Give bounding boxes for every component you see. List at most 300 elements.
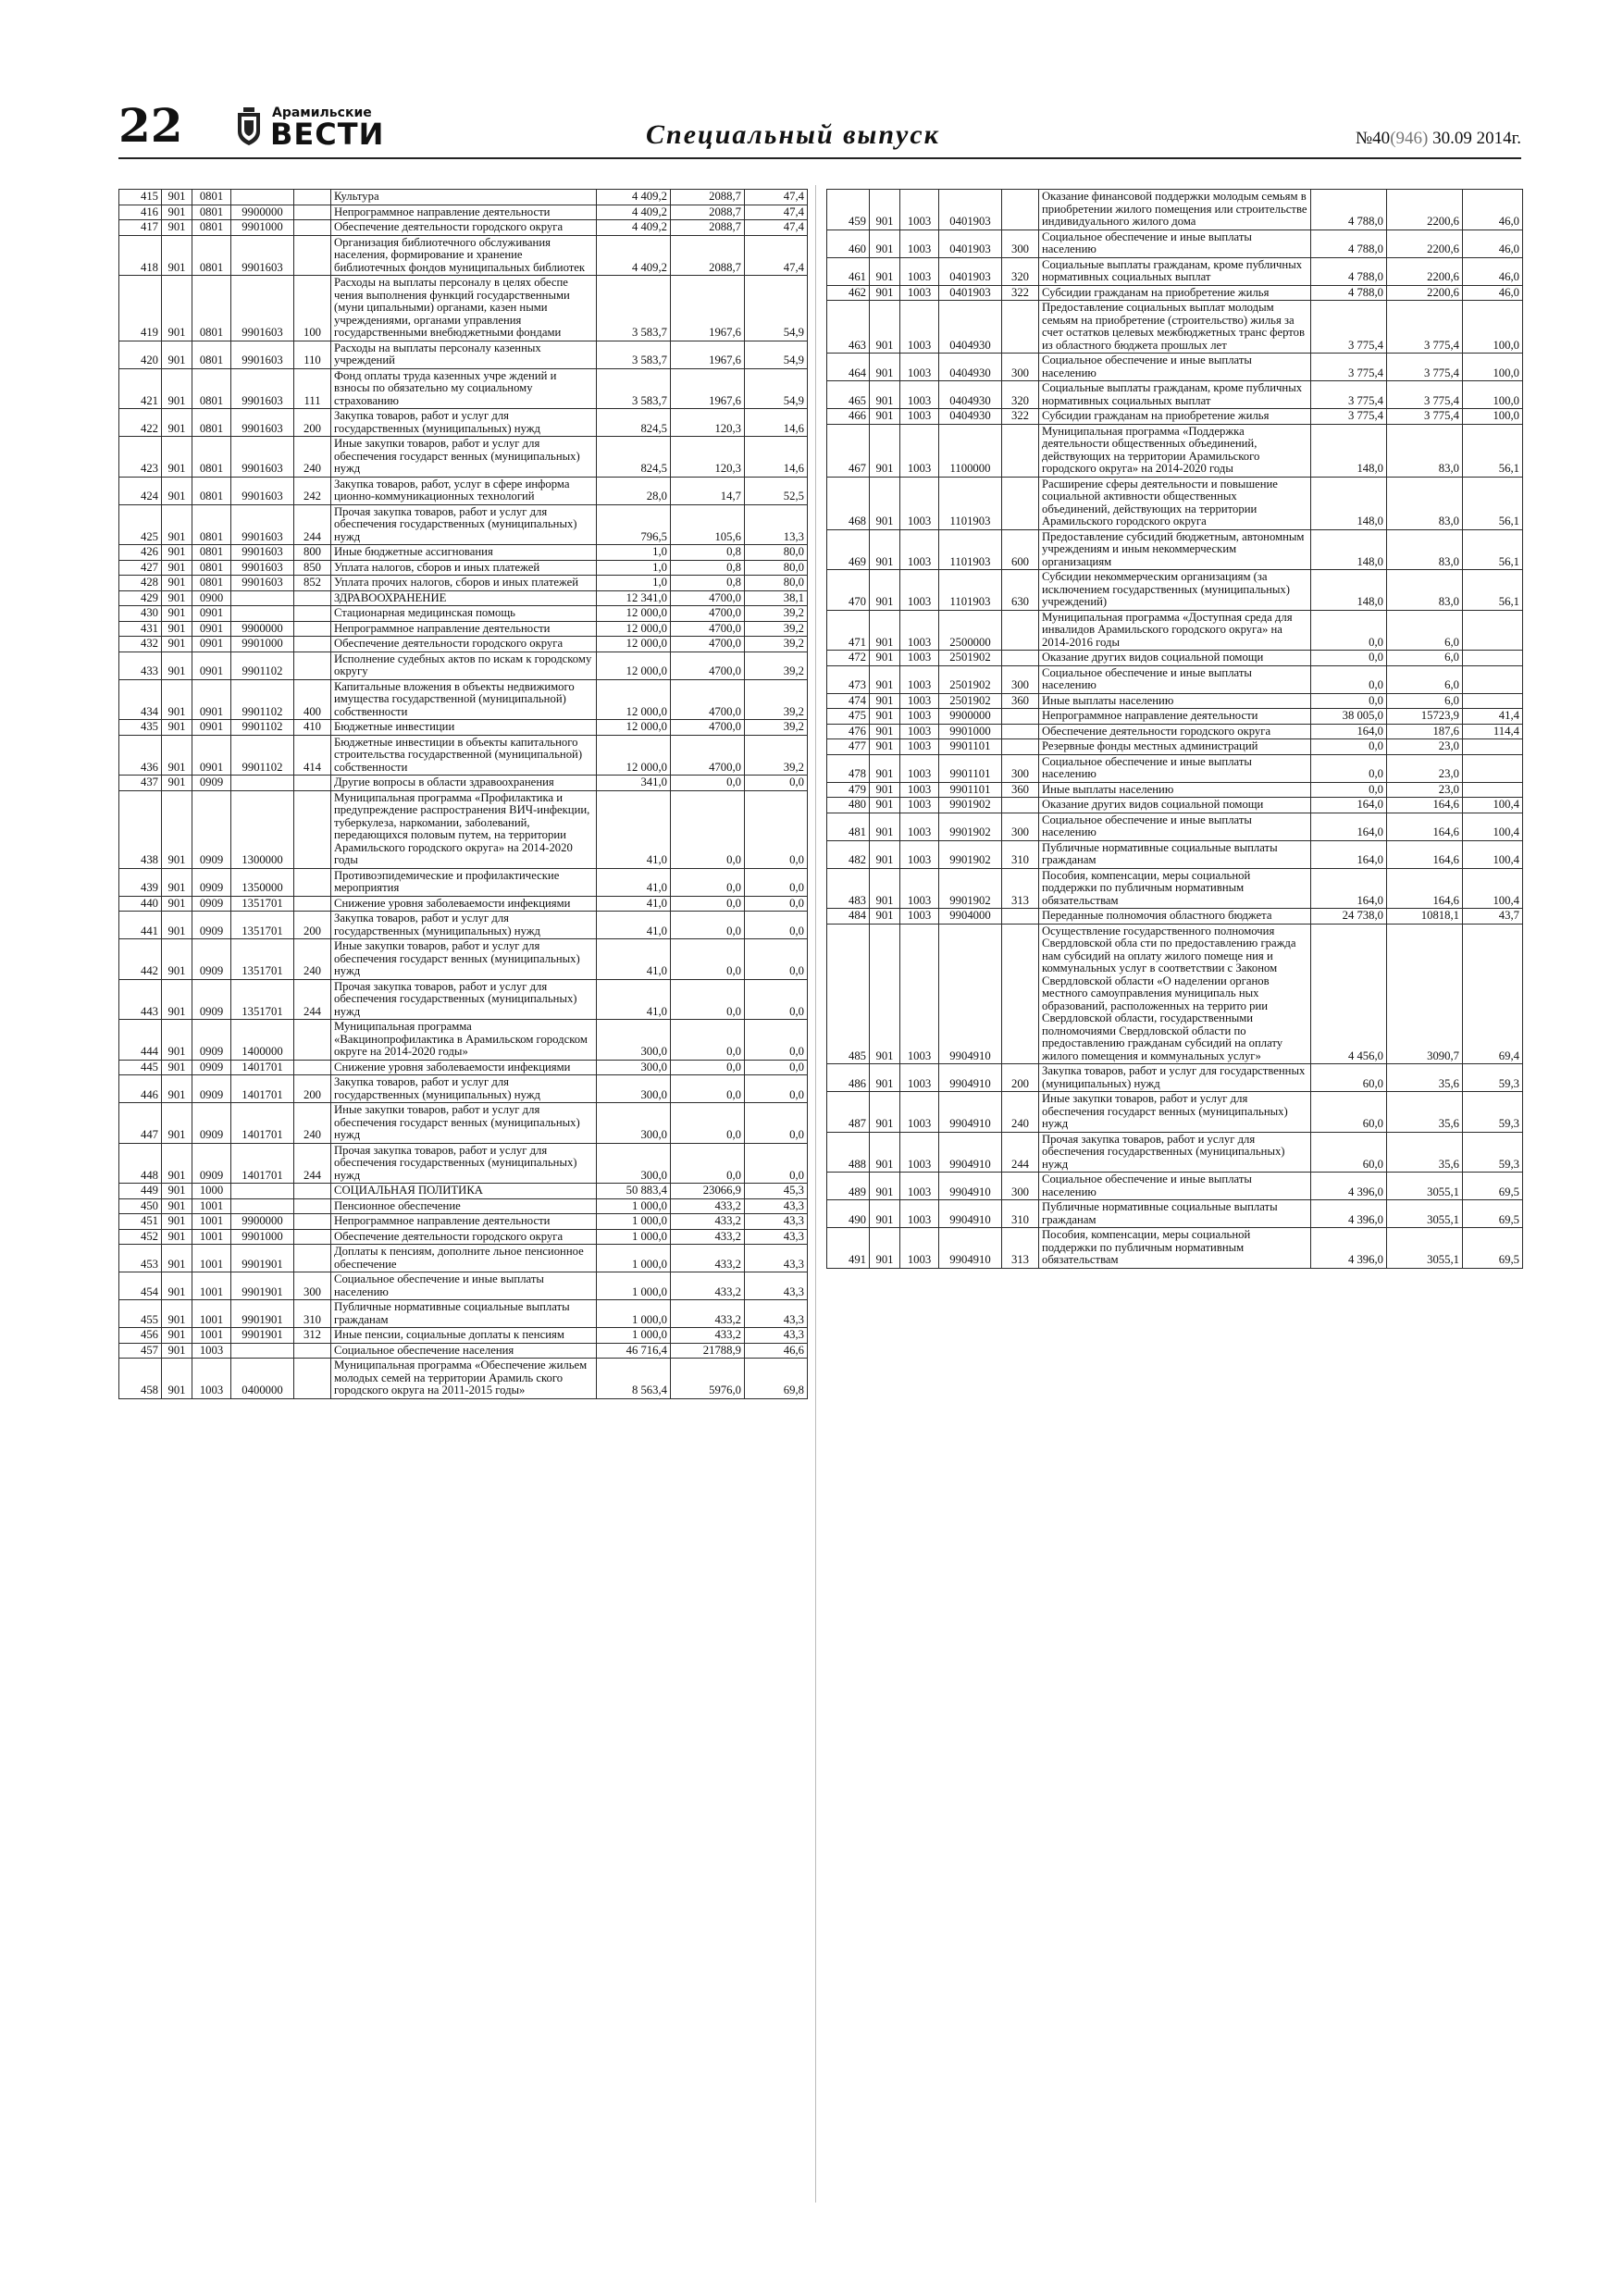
row-number-cell: 443	[119, 979, 162, 1020]
execution-percent-cell: 100,0	[1463, 301, 1523, 354]
table-row	[827, 665, 1523, 693]
table-row	[827, 651, 1523, 666]
row-number-cell: 488	[827, 1132, 870, 1173]
table-row	[119, 368, 808, 409]
row-number-cell: 441	[119, 912, 162, 939]
execution-percent-cell: 56,1	[1463, 424, 1523, 477]
execution-percent-cell: 46,0	[1463, 230, 1523, 257]
admin-code-cell: 901	[162, 1198, 192, 1214]
executed-amount-cell: 35,6	[1387, 1092, 1463, 1133]
section-code-cell: 0909	[192, 1020, 231, 1061]
admin-code-cell: 901	[162, 1060, 192, 1075]
target-article-code-cell: 9901902	[939, 840, 1002, 868]
admin-code-cell: 901	[162, 545, 192, 561]
target-article-code-cell: 1101903	[939, 570, 1002, 611]
expense-type-code-cell: 300	[294, 1272, 331, 1300]
row-number-cell: 453	[119, 1245, 162, 1272]
item-name-cell: Муниципальная программа «Поддержка деятельности общественных объединений, действующих на территории Арамильского городского округа» на 2014-2020 годы	[1039, 424, 1311, 477]
section-code-cell: 1003	[900, 477, 939, 529]
item-name-cell: Организация библиотечного обслуживания населения, формирование и хранение библиотечных фондов муниципальных библиотек	[331, 235, 597, 276]
admin-code-cell: 901	[870, 651, 900, 666]
section-code-cell: 0801	[192, 368, 231, 409]
table-row	[119, 637, 808, 652]
target-article-code-cell: 1350000	[231, 868, 294, 896]
row-number-cell: 427	[119, 560, 162, 576]
executed-amount-cell: 83,0	[1387, 477, 1463, 529]
row-number-cell: 415	[119, 190, 162, 205]
admin-code-cell: 901	[162, 637, 192, 652]
section-code-cell: 1003	[900, 1200, 939, 1228]
expense-type-code-cell: 200	[294, 409, 331, 437]
table-row	[119, 477, 808, 504]
target-article-code-cell: 0401903	[939, 190, 1002, 230]
row-number-cell: 435	[119, 720, 162, 736]
planned-amount-cell: 300,0	[597, 1020, 671, 1061]
target-article-code-cell: 0404930	[939, 409, 1002, 425]
target-article-code-cell: 0401903	[939, 257, 1002, 285]
table-row	[119, 868, 808, 896]
admin-code-cell: 901	[162, 220, 192, 236]
row-number-cell: 478	[827, 754, 870, 782]
section-code-cell: 1003	[900, 693, 939, 709]
admin-code-cell: 901	[162, 477, 192, 504]
table-row	[827, 301, 1523, 354]
row-number-cell: 436	[119, 735, 162, 776]
target-article-code-cell: 2500000	[939, 610, 1002, 651]
section-code-cell: 0901	[192, 679, 231, 720]
admin-code-cell: 901	[162, 896, 192, 912]
row-number-cell: 446	[119, 1075, 162, 1103]
admin-code-cell: 901	[162, 1103, 192, 1144]
row-number-cell: 490	[827, 1200, 870, 1228]
execution-percent-cell: 0,0	[745, 868, 808, 896]
row-number-cell: 445	[119, 1060, 162, 1075]
planned-amount-cell: 41,0	[597, 939, 671, 980]
item-name-cell: Публичные нормативные социальные выплаты гражданам	[331, 1300, 597, 1328]
execution-percent-cell: 100,0	[1463, 381, 1523, 409]
item-name-cell: Иные закупки товаров, работ и услуг для обеспечения государст венных (муниципальных) нужд	[331, 939, 597, 980]
admin-code-cell: 901	[162, 205, 192, 220]
executed-amount-cell: 3 775,4	[1387, 409, 1463, 425]
row-number-cell: 434	[119, 679, 162, 720]
column-separator	[815, 185, 816, 2203]
admin-code-cell: 901	[870, 409, 900, 425]
item-name-cell: Закупка товаров, работ, услуг в сфере информа ционно-коммуникационных технологий	[331, 477, 597, 504]
expense-type-code-cell	[294, 868, 331, 896]
admin-code-cell: 901	[870, 257, 900, 285]
section-code-cell: 0801	[192, 205, 231, 220]
row-number-cell: 470	[827, 570, 870, 611]
item-name-cell: Иные закупки товаров, работ и услуг для обеспечения государст венных (муниципальных) нужд	[331, 1103, 597, 1144]
item-name-cell: Пенсионное обеспечение	[331, 1198, 597, 1214]
executed-amount-cell: 6,0	[1387, 665, 1463, 693]
planned-amount-cell: 1 000,0	[597, 1214, 671, 1230]
target-article-code-cell: 9900000	[231, 205, 294, 220]
admin-code-cell: 901	[870, 798, 900, 813]
planned-amount-cell: 4 788,0	[1311, 257, 1387, 285]
target-article-code-cell: 9901901	[231, 1245, 294, 1272]
target-article-code-cell: 9901000	[231, 637, 294, 652]
executed-amount-cell: 0,0	[671, 1075, 745, 1103]
executed-amount-cell: 164,6	[1387, 798, 1463, 813]
table-row	[119, 1060, 808, 1075]
item-name-cell: Муниципальная программа «Обеспечение жильем молодых семей на территории Арамиль ского городского округа на 2011-2015 годы»	[331, 1359, 597, 1399]
row-number-cell: 425	[119, 504, 162, 545]
admin-code-cell: 901	[870, 924, 900, 1064]
item-name-cell: Иные выплаты населению	[1039, 782, 1311, 798]
admin-code-cell: 901	[162, 341, 192, 368]
admin-code-cell: 901	[870, 529, 900, 570]
expense-type-code-cell	[294, 637, 331, 652]
admin-code-cell: 901	[162, 1300, 192, 1328]
row-number-cell: 474	[827, 693, 870, 709]
execution-percent-cell: 47,4	[745, 220, 808, 236]
execution-percent-cell: 100,0	[1463, 354, 1523, 381]
table-row	[827, 1092, 1523, 1133]
issue-prefix: №40	[1356, 129, 1391, 148]
target-article-code-cell: 9901102	[231, 652, 294, 679]
section-code-cell: 1003	[900, 798, 939, 813]
expense-type-code-cell: 200	[294, 912, 331, 939]
expense-type-code-cell: 110	[294, 341, 331, 368]
executed-amount-cell: 4700,0	[671, 606, 745, 622]
admin-code-cell: 901	[870, 1228, 900, 1269]
planned-amount-cell: 3 583,7	[597, 341, 671, 368]
execution-percent-cell: 69,5	[1463, 1200, 1523, 1228]
target-article-code-cell: 9901000	[231, 220, 294, 236]
admin-code-cell: 901	[162, 735, 192, 776]
section-code-cell: 1001	[192, 1229, 231, 1245]
section-code-cell: 0801	[192, 437, 231, 478]
executed-amount-cell: 120,3	[671, 409, 745, 437]
admin-code-cell: 901	[870, 381, 900, 409]
row-number-cell: 476	[827, 724, 870, 739]
section-code-cell: 0801	[192, 545, 231, 561]
section-code-cell: 1001	[192, 1245, 231, 1272]
admin-code-cell: 901	[870, 1200, 900, 1228]
item-name-cell: Бюджетные инвестиции в объекты капитального строительства государственной (муниципальной) собственности	[331, 735, 597, 776]
execution-percent-cell: 43,3	[745, 1214, 808, 1230]
admin-code-cell: 901	[870, 354, 900, 381]
executed-amount-cell: 35,6	[1387, 1064, 1463, 1092]
target-article-code-cell: 1351701	[231, 939, 294, 980]
executed-amount-cell: 0,8	[671, 560, 745, 576]
row-number-cell: 461	[827, 257, 870, 285]
admin-code-cell: 901	[870, 813, 900, 840]
expense-type-code-cell: 360	[1002, 782, 1039, 798]
admin-code-cell: 901	[870, 782, 900, 798]
target-article-code-cell: 9901603	[231, 504, 294, 545]
executed-amount-cell: 23,0	[1387, 782, 1463, 798]
section-code-cell: 1003	[192, 1359, 231, 1399]
table-row	[119, 545, 808, 561]
executed-amount-cell: 2200,6	[1387, 285, 1463, 301]
item-name-cell: Снижение уровня заболеваемости инфекциями	[331, 1060, 597, 1075]
planned-amount-cell: 12 000,0	[597, 720, 671, 736]
table-row	[119, 1143, 808, 1184]
section-code-cell: 0901	[192, 735, 231, 776]
planned-amount-cell: 0,0	[1311, 651, 1387, 666]
table-row	[119, 190, 808, 205]
row-number-cell: 450	[119, 1198, 162, 1214]
executed-amount-cell: 2200,6	[1387, 230, 1463, 257]
table-row	[119, 776, 808, 791]
target-article-code-cell: 1351701	[231, 979, 294, 1020]
row-number-cell: 487	[827, 1092, 870, 1133]
section-code-cell: 0801	[192, 190, 231, 205]
table-row	[827, 909, 1523, 925]
planned-amount-cell: 50 883,4	[597, 1184, 671, 1199]
admin-code-cell: 901	[162, 1184, 192, 1199]
section-code-cell: 0801	[192, 560, 231, 576]
admin-code-cell: 901	[162, 235, 192, 276]
admin-code-cell: 901	[870, 739, 900, 755]
table-row	[119, 590, 808, 606]
logo-subtitle: Арамильские	[272, 105, 372, 120]
planned-amount-cell: 12 000,0	[597, 621, 671, 637]
target-article-code-cell: 9904910	[939, 1200, 1002, 1228]
table-row	[119, 720, 808, 736]
target-article-code-cell: 9900000	[939, 709, 1002, 725]
item-name-cell: Непрограммное направление деятельности	[331, 621, 597, 637]
row-number-cell: 440	[119, 896, 162, 912]
row-number-cell: 484	[827, 909, 870, 925]
planned-amount-cell: 4 788,0	[1311, 285, 1387, 301]
table-row	[827, 924, 1523, 1064]
expense-type-code-cell	[294, 1060, 331, 1075]
target-article-code-cell: 9901901	[231, 1328, 294, 1344]
item-name-cell: Муниципальная программа «Доступная среда для инвалидов Арамильского городского округа» на 2014-2016 годы	[1039, 610, 1311, 651]
admin-code-cell: 901	[162, 1020, 192, 1061]
admin-code-cell: 901	[162, 437, 192, 478]
execution-percent-cell: 14,6	[745, 409, 808, 437]
planned-amount-cell: 41,0	[597, 979, 671, 1020]
executed-amount-cell: 0,0	[671, 912, 745, 939]
target-article-code-cell: 1401701	[231, 1060, 294, 1075]
planned-amount-cell: 1 000,0	[597, 1300, 671, 1328]
execution-percent-cell: 43,3	[745, 1328, 808, 1344]
planned-amount-cell: 4 788,0	[1311, 230, 1387, 257]
execution-percent-cell: 0,0	[745, 1060, 808, 1075]
expense-type-code-cell: 244	[294, 979, 331, 1020]
row-number-cell: 423	[119, 437, 162, 478]
admin-code-cell: 901	[162, 1075, 192, 1103]
execution-percent-cell: 100,0	[1463, 409, 1523, 425]
executed-amount-cell: 83,0	[1387, 529, 1463, 570]
admin-code-cell: 901	[162, 652, 192, 679]
execution-percent-cell: 114,4	[1463, 724, 1523, 739]
item-name-cell: Социальное обеспечение и иные выплаты населению	[1039, 1173, 1311, 1200]
expense-type-code-cell: 313	[1002, 1228, 1039, 1269]
target-article-code-cell: 9901101	[939, 739, 1002, 755]
target-article-code-cell: 9904910	[939, 924, 1002, 1064]
executed-amount-cell: 164,6	[1387, 868, 1463, 909]
execution-percent-cell: 100,4	[1463, 813, 1523, 840]
expense-type-code-cell	[1002, 651, 1039, 666]
admin-code-cell: 901	[870, 909, 900, 925]
expense-type-code-cell: 320	[1002, 381, 1039, 409]
table-row	[827, 381, 1523, 409]
executed-amount-cell: 83,0	[1387, 570, 1463, 611]
row-number-cell: 437	[119, 776, 162, 791]
section-code-cell: 0801	[192, 576, 231, 591]
executed-amount-cell: 1967,6	[671, 368, 745, 409]
table-row	[827, 570, 1523, 611]
item-name-cell: Обеспечение деятельности городского округа	[331, 1229, 597, 1245]
section-code-cell: 0909	[192, 1103, 231, 1144]
table-row	[827, 693, 1523, 709]
executed-amount-cell: 0,0	[671, 1143, 745, 1184]
expense-type-code-cell	[294, 590, 331, 606]
section-code-cell: 0801	[192, 276, 231, 341]
section-code-cell: 1001	[192, 1300, 231, 1328]
executed-amount-cell: 187,6	[1387, 724, 1463, 739]
table-row	[119, 235, 808, 276]
table-row	[827, 477, 1523, 529]
execution-percent-cell: 0,0	[745, 790, 808, 868]
row-number-cell: 448	[119, 1143, 162, 1184]
planned-amount-cell: 4 396,0	[1311, 1228, 1387, 1269]
section-code-cell: 1003	[900, 924, 939, 1064]
admin-code-cell: 901	[162, 606, 192, 622]
execution-percent-cell	[1463, 782, 1523, 798]
item-name-cell: Расширение сферы деятельности и повышение социальной активности общественных объединений, действующих на территории Арамильского городского округа	[1039, 477, 1311, 529]
admin-code-cell: 901	[162, 979, 192, 1020]
target-article-code-cell: 9900000	[231, 621, 294, 637]
row-number-cell: 432	[119, 637, 162, 652]
expense-type-code-cell: 800	[294, 545, 331, 561]
row-number-cell: 419	[119, 276, 162, 341]
row-number-cell: 489	[827, 1173, 870, 1200]
execution-percent-cell: 46,6	[745, 1343, 808, 1359]
target-article-code-cell: 9901901	[231, 1300, 294, 1328]
section-code-cell: 1003	[900, 610, 939, 651]
item-name-cell: Иные закупки товаров, работ и услуг для обеспечения государст венных (муниципальных) нужд	[1039, 1092, 1311, 1133]
admin-code-cell: 901	[162, 368, 192, 409]
section-code-cell: 0901	[192, 637, 231, 652]
execution-percent-cell: 0,0	[745, 979, 808, 1020]
section-code-cell: 0901	[192, 621, 231, 637]
executed-amount-cell: 10818,1	[1387, 909, 1463, 925]
target-article-code-cell: 9901901	[231, 1272, 294, 1300]
executed-amount-cell: 4700,0	[671, 637, 745, 652]
expense-type-code-cell	[294, 1343, 331, 1359]
section-code-cell: 1000	[192, 1184, 231, 1199]
target-article-code-cell: 2501902	[939, 665, 1002, 693]
section-code-cell: 0909	[192, 1143, 231, 1184]
executed-amount-cell: 2088,7	[671, 220, 745, 236]
row-number-cell: 442	[119, 939, 162, 980]
table-row	[119, 679, 808, 720]
row-number-cell: 444	[119, 1020, 162, 1061]
expense-type-code-cell: 240	[294, 939, 331, 980]
row-number-cell: 426	[119, 545, 162, 561]
table-row	[119, 939, 808, 980]
expense-type-code-cell	[294, 790, 331, 868]
section-code-cell: 1003	[900, 1092, 939, 1133]
admin-code-cell: 901	[162, 590, 192, 606]
item-name-cell: Социальное обеспечение населения	[331, 1343, 597, 1359]
executed-amount-cell: 120,3	[671, 437, 745, 478]
executed-amount-cell: 0,0	[671, 868, 745, 896]
admin-code-cell: 901	[162, 939, 192, 980]
execution-percent-cell: 39,2	[745, 606, 808, 622]
expense-type-code-cell: 322	[1002, 285, 1039, 301]
planned-amount-cell: 12 000,0	[597, 679, 671, 720]
section-code-cell: 1001	[192, 1214, 231, 1230]
executed-amount-cell: 1967,6	[671, 341, 745, 368]
expense-type-code-cell	[1002, 739, 1039, 755]
planned-amount-cell: 164,0	[1311, 840, 1387, 868]
expense-type-code-cell: 360	[1002, 693, 1039, 709]
planned-amount-cell: 1 000,0	[597, 1198, 671, 1214]
target-article-code-cell: 9904910	[939, 1064, 1002, 1092]
target-article-code-cell: 9901603	[231, 560, 294, 576]
section-code-cell: 0909	[192, 912, 231, 939]
target-article-code-cell: 1101903	[939, 477, 1002, 529]
target-article-code-cell: 9900000	[231, 1214, 294, 1230]
executed-amount-cell: 2088,7	[671, 235, 745, 276]
planned-amount-cell: 164,0	[1311, 813, 1387, 840]
expense-type-code-cell	[294, 235, 331, 276]
section-code-cell: 1003	[900, 1173, 939, 1200]
row-number-cell: 459	[827, 190, 870, 230]
planned-amount-cell: 4 456,0	[1311, 924, 1387, 1064]
execution-percent-cell: 56,1	[1463, 570, 1523, 611]
item-name-cell: Предоставление субсидий бюджетным, автономным учреждениям и иным некоммерческим организациям	[1039, 529, 1311, 570]
section-code-cell: 1003	[900, 813, 939, 840]
table-row	[119, 979, 808, 1020]
admin-code-cell: 901	[162, 1359, 192, 1399]
expense-type-code-cell: 111	[294, 368, 331, 409]
row-number-cell: 429	[119, 590, 162, 606]
admin-code-cell: 901	[870, 665, 900, 693]
table-row	[827, 739, 1523, 755]
row-number-cell: 421	[119, 368, 162, 409]
expense-type-code-cell: 244	[294, 1143, 331, 1184]
item-name-cell: Иные выплаты населению	[1039, 693, 1311, 709]
item-name-cell: Социальное обеспечение и иные выплаты населению	[1039, 665, 1311, 693]
planned-amount-cell: 1 000,0	[597, 1229, 671, 1245]
item-name-cell: Субсидии некоммерческим организациям (за исключением государственных (муниципальных) учреждений)	[1039, 570, 1311, 611]
section-code-cell: 1003	[900, 1064, 939, 1092]
executed-amount-cell: 4700,0	[671, 679, 745, 720]
executed-amount-cell: 6,0	[1387, 693, 1463, 709]
section-code-cell: 1003	[900, 754, 939, 782]
admin-code-cell: 901	[870, 709, 900, 725]
row-number-cell: 431	[119, 621, 162, 637]
row-number-cell: 460	[827, 230, 870, 257]
executed-amount-cell: 433,2	[671, 1198, 745, 1214]
planned-amount-cell: 300,0	[597, 1075, 671, 1103]
execution-percent-cell: 100,4	[1463, 868, 1523, 909]
execution-percent-cell: 46,0	[1463, 190, 1523, 230]
row-number-cell: 477	[827, 739, 870, 755]
execution-percent-cell: 54,9	[745, 368, 808, 409]
expense-type-code-cell: 310	[1002, 840, 1039, 868]
expense-type-code-cell	[1002, 610, 1039, 651]
planned-amount-cell: 4 409,2	[597, 190, 671, 205]
issue-number: (946)	[1390, 129, 1429, 148]
planned-amount-cell: 300,0	[597, 1060, 671, 1075]
planned-amount-cell: 1,0	[597, 545, 671, 561]
expense-type-code-cell: 310	[294, 1300, 331, 1328]
table-row	[119, 1184, 808, 1199]
section-code-cell: 1003	[900, 782, 939, 798]
section-code-cell: 1003	[900, 230, 939, 257]
expense-type-code-cell: 410	[294, 720, 331, 736]
expense-type-code-cell	[294, 1020, 331, 1061]
